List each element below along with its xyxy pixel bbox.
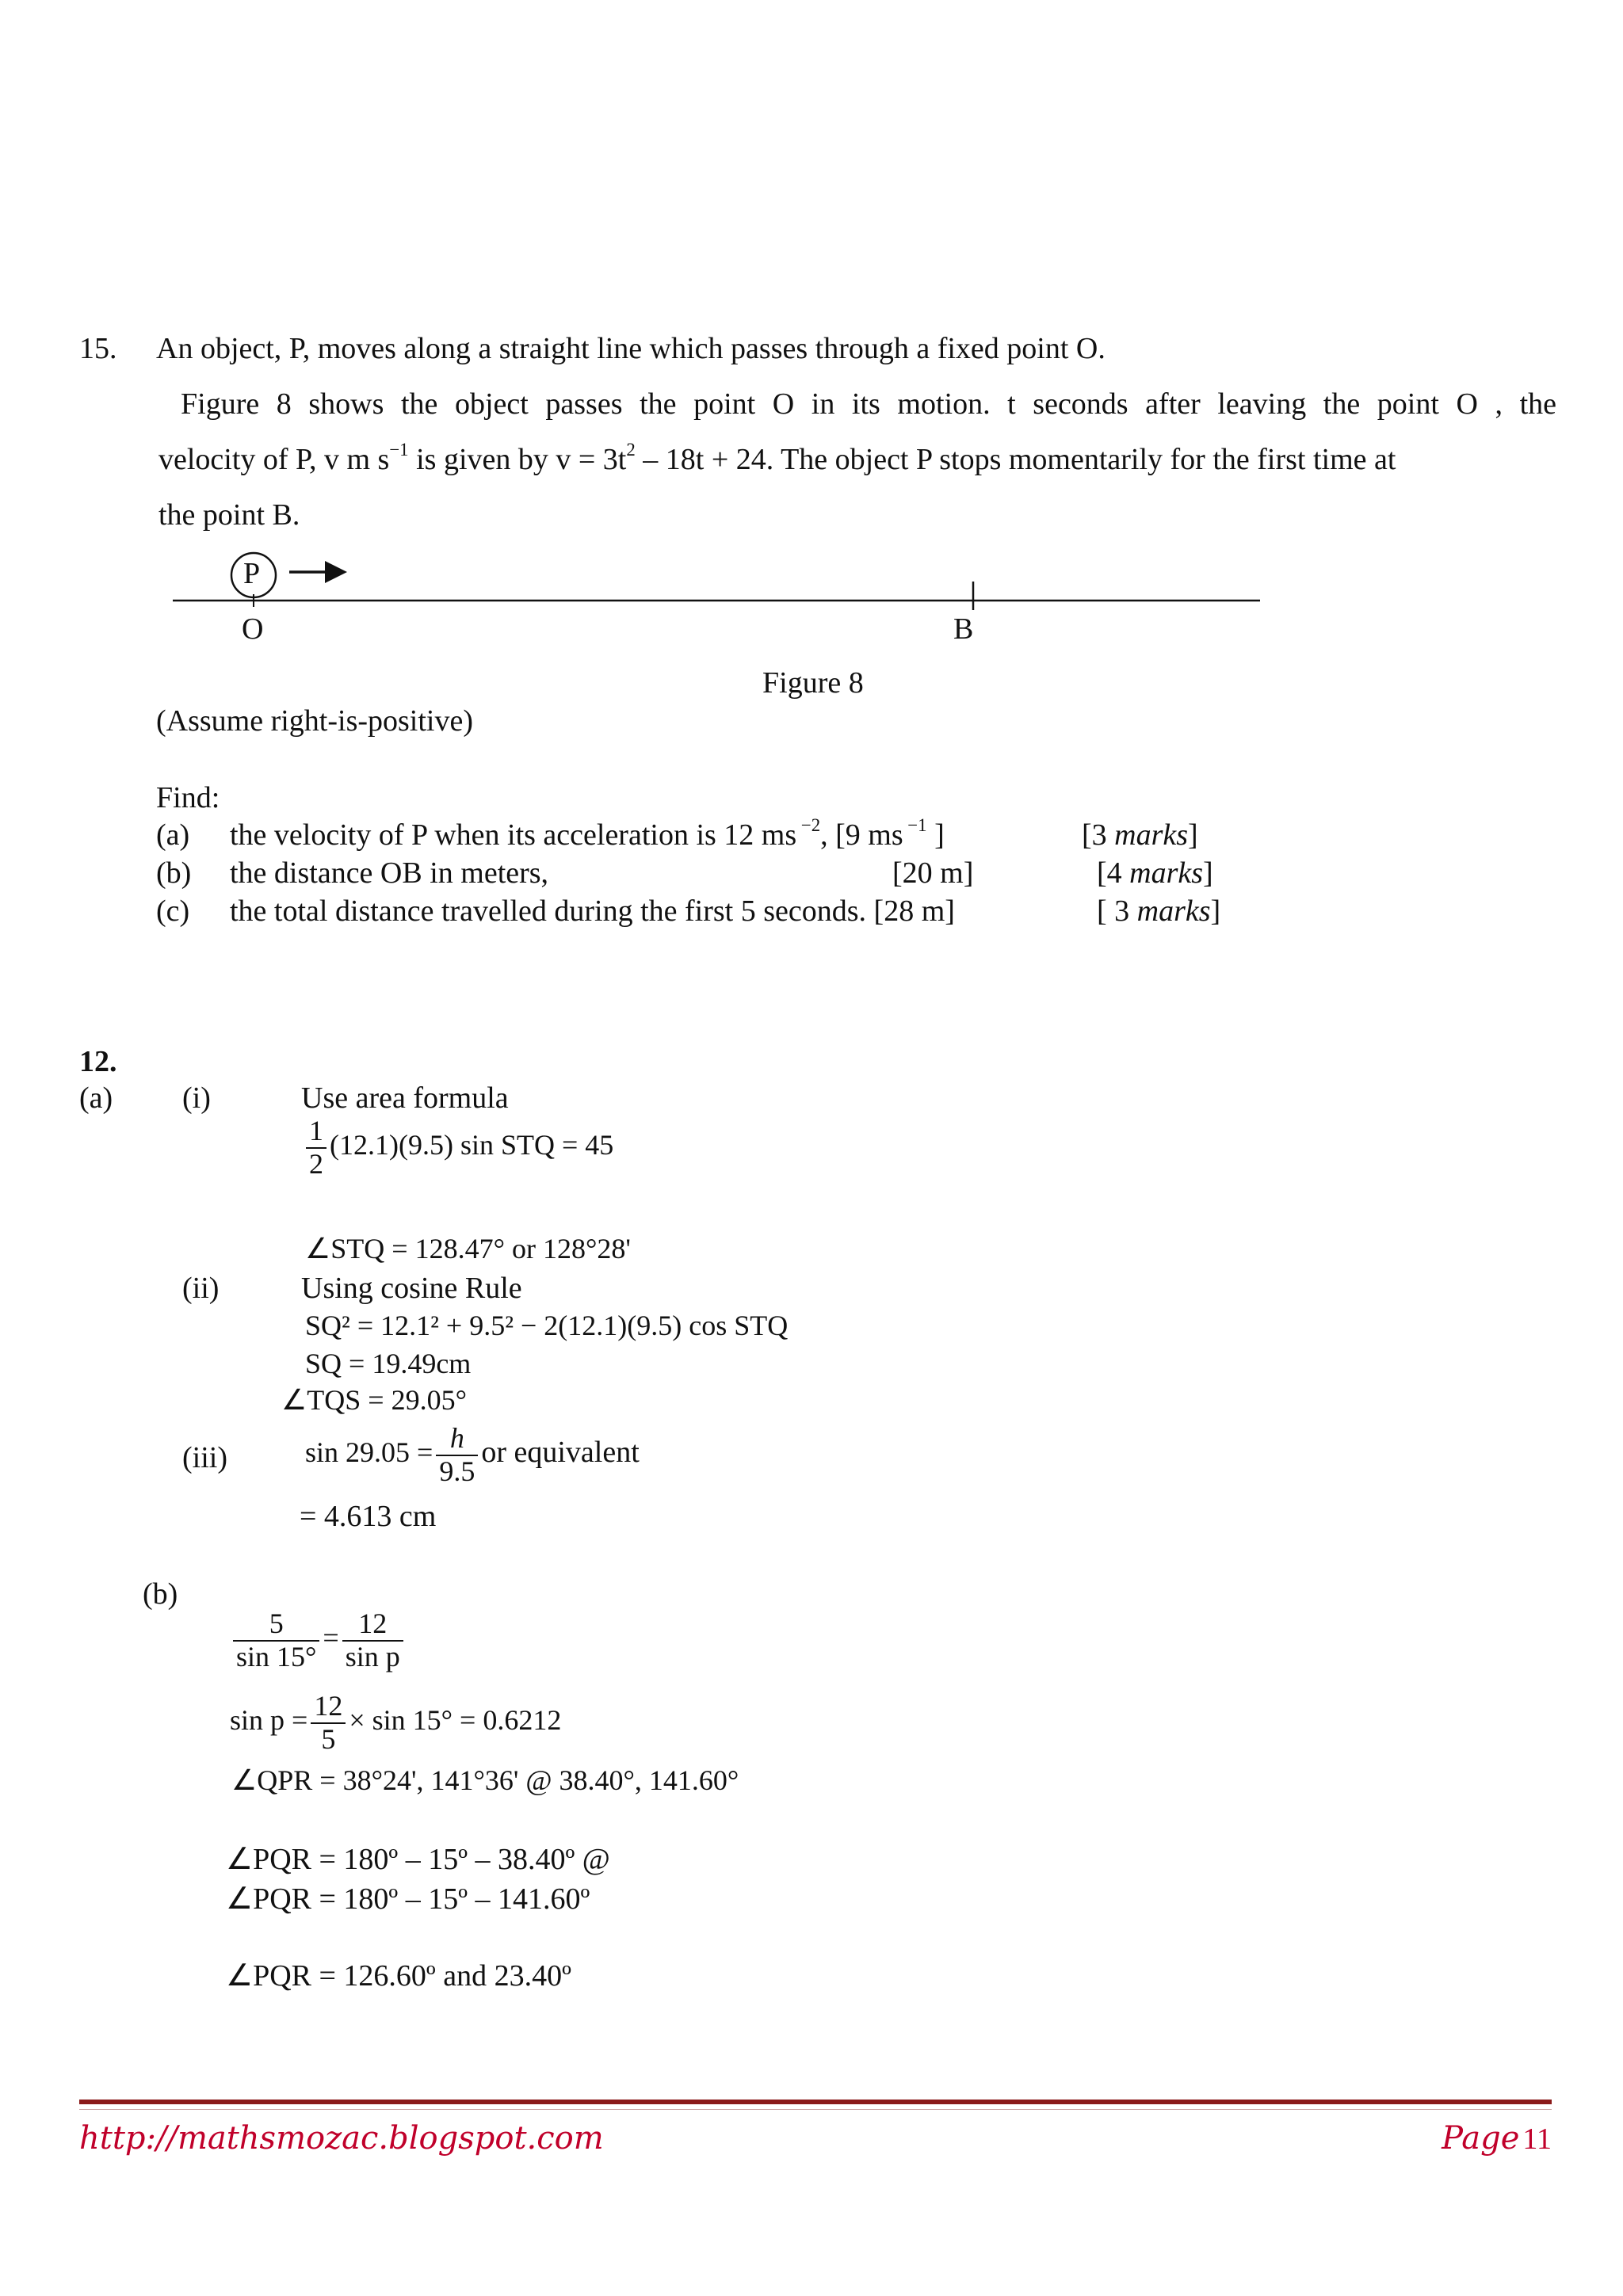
text-fragment: is given by v = 3t (408, 443, 627, 476)
assumption-note: (Assume right-is-positive) (156, 704, 474, 738)
text-fragment: marks (1136, 894, 1211, 928)
fraction-numerator: h (449, 1422, 464, 1454)
text-fragment: the velocity of P when its acceleration is 12 ms (230, 818, 797, 852)
text-fragment: ] (1203, 856, 1213, 890)
angle-stq-answer: ∠STQ = 128.47° or 128°28' (305, 1233, 631, 1264)
label-b: B (953, 612, 974, 646)
equation-text: (12.1)(9.5) sin STQ = 45 (330, 1128, 614, 1161)
text-fragment: , [9 ms (820, 818, 903, 852)
angle-qpr-result: ∠QPR = 38°24', 141°36' @ 38.40°, 141.60° (231, 1764, 739, 1796)
fraction-numerator: 12 (314, 1690, 343, 1722)
text-fragment: velocity of P, v m s (158, 443, 390, 476)
text-fragment: ] (926, 818, 945, 852)
cosine-rule-equation: SQ² = 12.1² + 9.5² − 2(12.1)(9.5) cos STQ (305, 1310, 789, 1341)
fraction-denominator: 5 (311, 1722, 346, 1756)
fraction (306, 1116, 327, 1180)
solution-number: 12. (79, 1045, 117, 1078)
marks-label (1097, 856, 1213, 892)
find-heading: Find: (156, 781, 220, 814)
fraction-denominator: 9.5 (436, 1455, 478, 1488)
exponent: −1 (389, 439, 409, 460)
exponent: −1 (903, 814, 927, 835)
fraction-denominator: sin p (342, 1640, 403, 1673)
right-arrow-icon (325, 561, 347, 583)
subpart-label: (i) (182, 1081, 211, 1115)
angle-pqr-line-2: ∠PQR = 180º – 15º – 141.60º (226, 1882, 590, 1916)
part-text (230, 814, 945, 854)
part-label: (b) (143, 1577, 178, 1611)
text-fragment: [4 (1097, 856, 1130, 890)
part-text: the distance OB in meters, (230, 856, 549, 890)
fraction (233, 1608, 319, 1672)
footer-link[interactable]: http://mathsmozac.blogspot.com (79, 2120, 604, 2157)
part-label: (b) (156, 856, 192, 890)
fraction-denominator: 2 (306, 1147, 327, 1180)
subpart-label: (iii) (182, 1441, 227, 1474)
question-text-line-1: An object, P, moves along a straight line which passes through a fixed point O. (156, 332, 1106, 365)
text-fragment: marks (1129, 856, 1204, 890)
height-answer: = 4.613 cm (300, 1500, 437, 1533)
fraction-numerator: 5 (269, 1608, 284, 1639)
method-note: Using cosine Rule (301, 1272, 522, 1305)
footer-rule-thin (79, 2109, 1552, 2110)
sine-equation (305, 1423, 640, 1487)
question-text-line-4: the point B. (158, 498, 300, 532)
page-number: 11 (1522, 2122, 1552, 2156)
fraction (311, 1691, 346, 1755)
text-fragment: [3 (1082, 818, 1115, 852)
exponent: −2 (796, 814, 821, 835)
question-number: 15. (79, 332, 117, 365)
page-label: Page (1442, 2120, 1520, 2157)
question-text-line-3 (158, 439, 1556, 479)
part-label: (a) (156, 818, 190, 852)
area-equation (303, 1116, 613, 1180)
subpart-label: (ii) (182, 1272, 220, 1305)
marks-label (1097, 894, 1220, 930)
sq-result: SQ = 19.49cm (305, 1348, 472, 1379)
equation-text: or equivalent (481, 1435, 640, 1469)
method-note: Use area formula (301, 1081, 509, 1115)
marks-label (1082, 818, 1198, 854)
sine-rule-equation (230, 1608, 407, 1672)
angle-tqs-result: ∠TQS = 29.05° (281, 1384, 467, 1416)
text-fragment: – 18t + 24. The object P stops momentarily for the first time at (635, 443, 1396, 476)
fraction (436, 1423, 478, 1487)
angle-pqr-answer: ∠PQR = 126.60º and 23.40º (226, 1959, 571, 1993)
fraction-denominator: sin 15° (233, 1640, 319, 1673)
footer-rule (79, 2100, 1552, 2104)
figure-8-diagram (166, 545, 1276, 656)
text-fragment: marks (1114, 818, 1189, 852)
fraction-numerator: 12 (358, 1608, 388, 1639)
equation-text: sin 29.05 = (305, 1436, 433, 1468)
equation-text: × sin 15° = 0.6212 (349, 1703, 562, 1736)
sin-p-equation (230, 1691, 561, 1755)
equation-text: sin p = (230, 1703, 308, 1736)
text-fragment: [ 3 (1097, 894, 1137, 928)
part-text: the total distance travelled during the first 5 seconds. [28 m] (230, 894, 955, 928)
fraction-numerator: 1 (309, 1115, 323, 1146)
page-indicator (1442, 2120, 1552, 2157)
angle-pqr-line-1: ∠PQR = 180º – 15º – 38.40º @ (226, 1843, 610, 1876)
figure-caption: Figure 8 (762, 666, 864, 700)
label-p: P (243, 557, 261, 590)
part-answer: [20 m] (892, 856, 974, 890)
label-o: O (242, 612, 264, 646)
equals-sign: = (323, 1621, 339, 1653)
fraction (342, 1608, 403, 1672)
part-label: (c) (156, 894, 190, 928)
text-fragment: ] (1210, 894, 1221, 928)
part-label: (a) (79, 1081, 113, 1115)
text-fragment: ] (1188, 818, 1198, 852)
question-text-line-2: Figure 8 shows the object passes the point O in its motion. t seconds after leaving the point O , the (181, 387, 1556, 421)
exponent: 2 (626, 439, 636, 460)
